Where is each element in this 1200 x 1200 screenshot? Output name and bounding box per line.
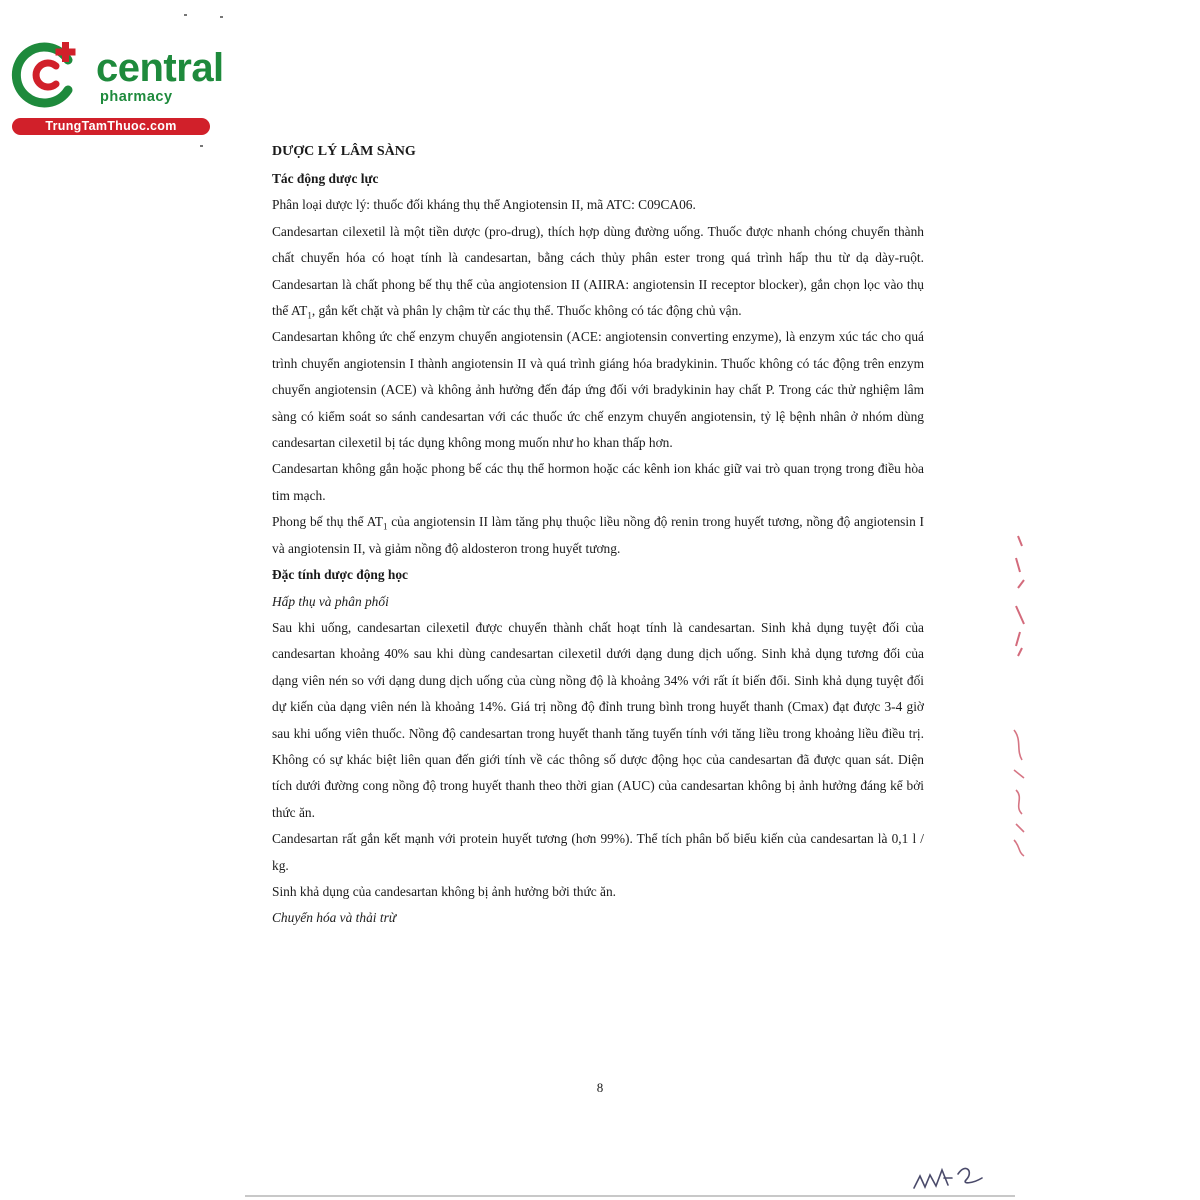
scan-speck (200, 145, 203, 147)
paragraph-text: Candesartan cilexetil là một tiền dược (pro-drug), thích hợp dùng đường uống. Thuốc được nhanh chóng chuyển thành chất chuyển hóa có hoạt tính là candesartan, bằng cách thủy phân ester trong quá trình hấp thu từ dạ dày-ruột. Candesartan là chất phong bế thụ thể của angiotension II (AIIRA: angiotensin II receptor blocker), gắn chọn lọc vào thụ thể AT (272, 223, 924, 319)
paragraph-receptors: Candesartan không gắn hoặc phong bế các thụ thể hormon hoặc các kênh ion khác giữ vai trò quan trọng trong điều hòa tim mạch. (272, 461, 924, 503)
scan-speck (184, 14, 187, 16)
subscript: 1 (382, 521, 388, 532)
pharmacodynamics-heading: Tác động dược lực (272, 171, 379, 186)
paragraph-prodrug (272, 219, 924, 325)
brand-subtitle: pharmacy (100, 89, 173, 105)
paragraph-bioavailability: Sau khi uống, candesartan cilexetil được chuyển thành chất hoạt tính là candesartan. Sinh khả dụng tuyệt đối của candesartan khoảng 40% sau khi dùng candesartan cilexetil dưới dạng dung dịch uống. Sinh khả dụng tương đối của dạng viên nén so với dạng dung dịch uống của cùng nồng độ là khoảng 34% với rất ít biến đổi. Sinh khả dụng tuyệt đối dự kiến của dạng viên nén là khoảng 14%. Giá trị nồng độ đỉnh trung bình trong huyết thanh (Cmax) đạt được 3-4 giờ sau khi uống viên thuốc. Nồng độ candesartan trong huyết thanh tăng tuyến tính với tăng liều trong khoảng liều điều trị. Không có sự khác biệt liên quan đến giới tính về các thông số dược động học của candesartan đã được quan sát. Diện tích dưới đường cong nồng độ trong huyết thanh theo thời gian (AUC) của candesartan không bị ảnh hưởng đáng kể bởi thức ăn. (272, 619, 924, 820)
subscript: 1 (307, 310, 312, 321)
paragraph-text: Phong bế thụ thể AT (272, 514, 383, 530)
brand-url-badge: TrungTamThuoc.com (12, 118, 210, 135)
paragraph-renin (272, 509, 924, 562)
paragraph-food: Sinh khả dụng của candesartan không bị ảnh hưởng bởi thức ăn. (272, 883, 617, 899)
page-number: 8 (596, 1080, 604, 1095)
central-pharmacy-logo (10, 36, 224, 136)
section-title: DƯỢC LÝ LÂM SÀNG (272, 144, 416, 159)
paragraph-text: , gắn kết chặt và phân ly chậm từ các thụ thể. Thuốc không có tác động chủ vận. (311, 303, 742, 319)
partial-stamp-mark (1000, 720, 1036, 860)
brand-name: central (96, 46, 224, 90)
scan-edge-line (245, 1195, 1015, 1197)
metabolism-subheading: Chuyển hóa và thải trừ (272, 910, 397, 926)
absorption-subheading: Hấp thụ và phân phối (272, 593, 389, 609)
scan-speck (220, 16, 223, 18)
paragraph-ace: Candesartan không ức chế enzym chuyển angiotensin (ACE: angiotensin converting enzyme), là enzym xúc tác cho quá trình chuyển angiotensin I thành angiotensin II và quá trình giáng hóa bradykinin. Thuốc không có tác động trên enzym chuyển angiotensin (ACE) và không ảnh hưởng đến đáp ứng đối với bradykinin hay chất P. Trong các thử nghiệm lâm sàng có kiểm soát so sánh candesartan với các thuốc ức chế enzym chuyển angiotensin, tỷ lệ bệnh nhân ở nhóm dùng candesartan cilexetil bị tác dụng không mong muốn như ho khan thấp hơn. (272, 329, 924, 451)
paragraph-classification: Phân loại dược lý: thuốc đối kháng thụ thể Angiotensin II, mã ATC: C09CA06. (272, 197, 696, 213)
document-body (272, 138, 924, 932)
paragraph-text: của angiotensin II làm tăng phụ thuộc liều nồng độ renin trong huyết tương, nồng độ angiotensin I và angiotensin II, và giảm nồng độ aldosteron trong huyết tương. (272, 514, 924, 556)
handwritten-signature (908, 1156, 994, 1196)
pharmacy-cross-logo-icon (10, 38, 82, 110)
pharmacokinetics-heading: Đặc tính dược động học (272, 567, 408, 583)
partial-stamp-mark (1000, 528, 1036, 658)
paragraph-protein-binding: Candesartan rất gắn kết mạnh với protein huyết tương (hơn 99%). Thể tích phân bố biểu kiến của candesartan là 0,1 l / kg. (272, 831, 924, 873)
